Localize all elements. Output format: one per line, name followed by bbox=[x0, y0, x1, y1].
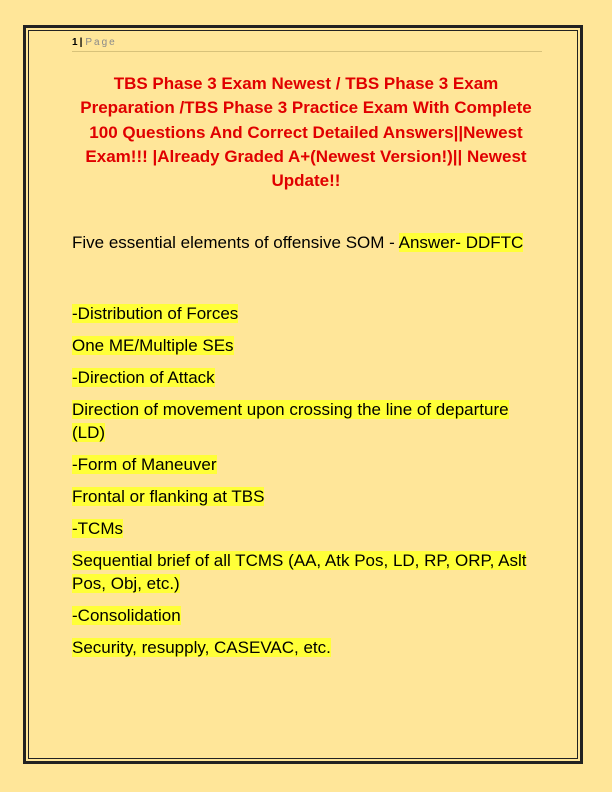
list-item: -Distribution of Forces bbox=[72, 304, 239, 323]
page-separator: | bbox=[79, 37, 83, 48]
list-item: Sequential brief of all TCMS (AA, Atk Pos, LD, RP, ORP, Aslt Pos, Obj, etc.) bbox=[72, 551, 527, 593]
list-item: Direction of movement upon crossing the line of departure (LD) bbox=[72, 400, 509, 442]
question bbox=[72, 231, 544, 255]
list-item: -TCMs bbox=[72, 519, 123, 538]
question-text: Five essential elements of offensive SOM - bbox=[72, 233, 399, 252]
answer-list bbox=[72, 302, 544, 659]
list-item: -Consolidation bbox=[72, 606, 181, 625]
list-item: -Direction of Attack bbox=[72, 368, 215, 387]
question-answer: Answer- DDFTC bbox=[398, 233, 524, 252]
page-label: Page bbox=[85, 37, 117, 48]
list-item: Security, resupply, CASEVAC, etc. bbox=[72, 638, 331, 657]
page-number: 1 bbox=[72, 37, 78, 48]
list-item: One ME/Multiple SEs bbox=[72, 336, 234, 355]
document-body bbox=[72, 231, 544, 668]
page-header bbox=[72, 37, 542, 52]
list-item: -Form of Maneuver bbox=[72, 455, 217, 474]
list-item: Frontal or flanking at TBS bbox=[72, 487, 265, 506]
document-title: TBS Phase 3 Exam Newest / TBS Phase 3 Exam Preparation /TBS Phase 3 Practice Exam With Complete 100 Questions And Correct Detailed Answers||Newest Exam!!! |Already Graded A+(Newest Version!)|| Newest Update!! bbox=[80, 74, 532, 191]
